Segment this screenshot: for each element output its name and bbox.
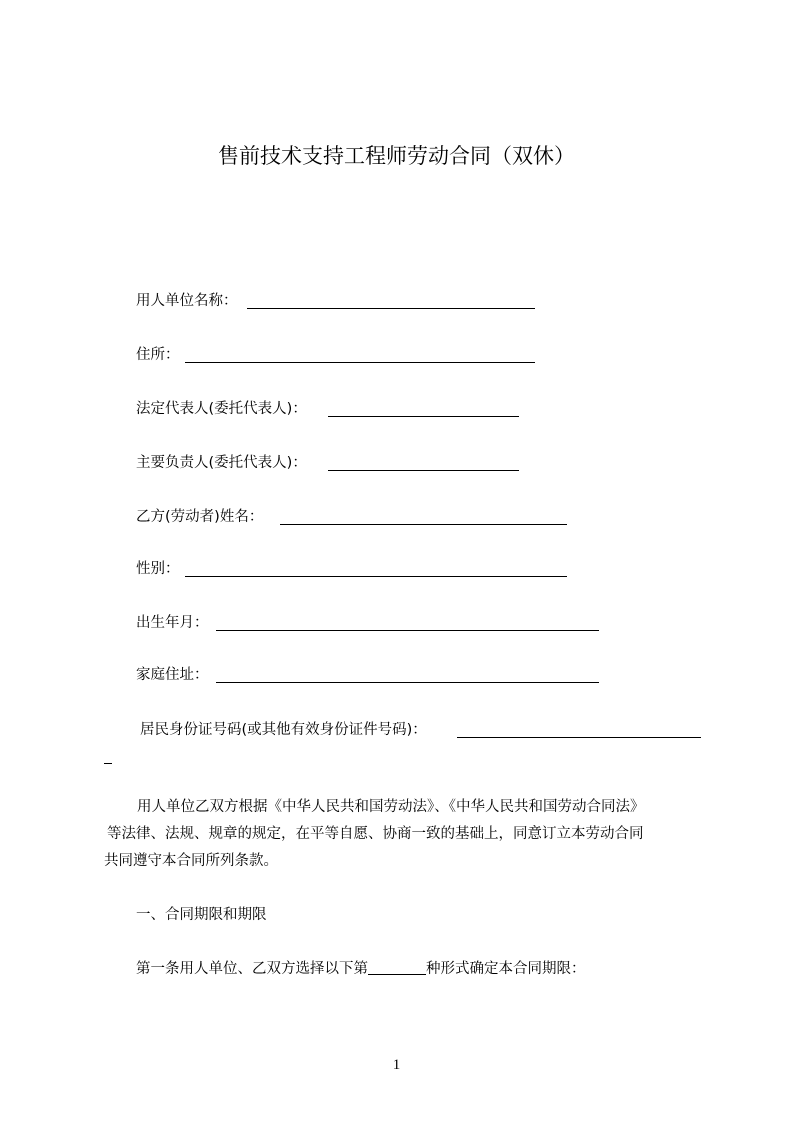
address-blank[interactable] (185, 362, 535, 363)
gender-blank[interactable] (185, 576, 567, 577)
contract-form-choice-blank[interactable] (368, 957, 426, 975)
employer-name-blank[interactable] (247, 308, 535, 309)
employer-name-label: 用人单位名称： (136, 293, 238, 309)
legal-representative-field (136, 397, 520, 421)
id-number-field (140, 718, 702, 742)
home-address-blank[interactable] (216, 682, 599, 683)
birth-date-blank[interactable] (216, 630, 599, 631)
home-address-field (136, 663, 600, 687)
address-label: 住所： (136, 347, 180, 363)
principal-blank[interactable] (328, 470, 519, 471)
article-1-text-before: 第一条用人单位、乙双方选择以下第 (136, 961, 368, 977)
employee-name-blank[interactable] (280, 524, 567, 525)
legal-representative-blank[interactable] (328, 416, 519, 417)
address-field (136, 343, 536, 367)
home-address-label: 家庭住址： (136, 667, 209, 683)
section-1-heading: 一、合同期限和期限 (136, 907, 267, 923)
gender-field (136, 557, 568, 581)
employee-name-label: 乙方(劳动者)姓名： (136, 509, 264, 525)
employee-name-field (136, 505, 568, 529)
article-1-text-after: 种形式确定本合同期限： (426, 961, 586, 977)
employer-name-field (136, 289, 536, 313)
principal-label: 主要负责人(委托代表人)： (136, 455, 307, 471)
id-number-label: 居民身份证号码(或其他有效身份证件号码)： (140, 722, 427, 738)
birth-date-label: 出生年月： (136, 615, 209, 631)
id-number-blank-continuation (104, 763, 112, 764)
birth-date-field (136, 611, 600, 635)
gender-label: 性别： (136, 561, 180, 577)
legal-representative-label: 法定代表人(委托代表人)： (136, 401, 307, 417)
id-number-blank[interactable] (457, 737, 701, 738)
intro-line-2: 等法律、法规、规章的规定，在平等自愿、协商一致的基础上，同意订立本劳动合同 (107, 826, 644, 842)
intro-line-3: 共同遵守本合同所列条款。 (104, 853, 278, 869)
page-number: 1 (392, 1057, 401, 1073)
intro-line-1: 用人单位乙双方根据《中华人民共和国劳动法》、《中华人民共和国劳动合同法》 (137, 799, 645, 815)
principal-field (136, 451, 520, 475)
article-1 (136, 957, 586, 981)
document-title: 售前技术支持工程师劳动合同（双休） (218, 144, 575, 168)
